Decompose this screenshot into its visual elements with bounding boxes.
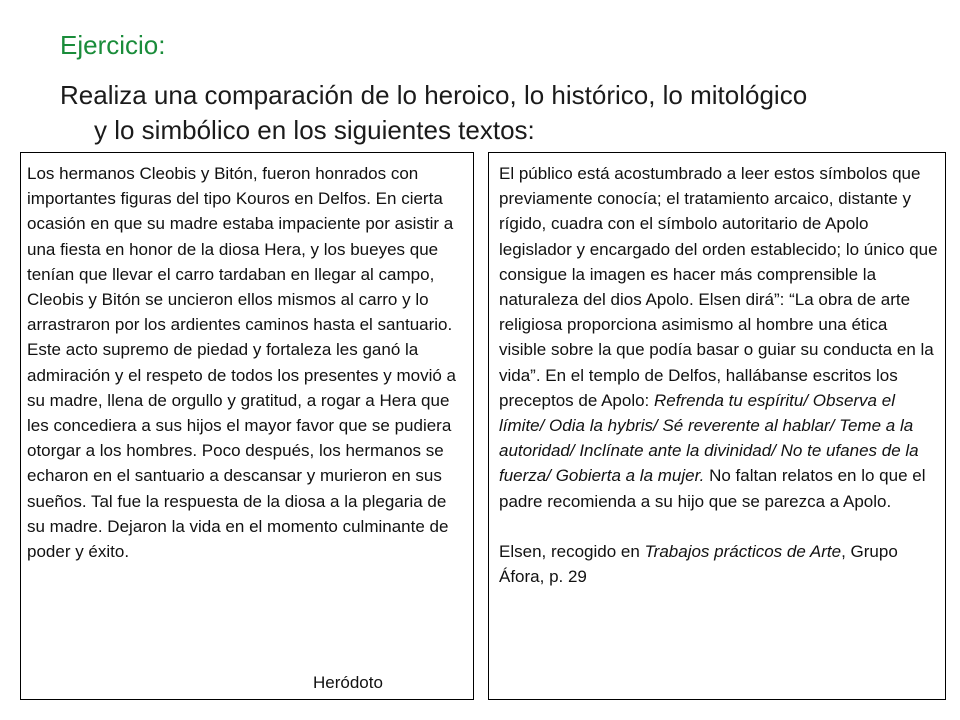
citation-prefix: Elsen, recogido en [499,541,645,561]
exercise-label: Ejercicio: [60,30,166,60]
herodotus-author: Heródoto [313,673,383,692]
instruction-line-2: y lo simbólico en los siguientes textos: [94,115,535,145]
elsen-text-start: El público está acostumbrado a leer estos símbolos que previamente conocía; el tratamiento arcaico, distante y rígido, cuadra con el símbolo autoritario de Apolo legislador y encargado del orden establecido; lo único que consigue la imagen es hacer más comprensible la naturaleza del dios Apolo. Elsen dirá”: “La obra de arte religiosa proporciona asimismo al hombre una ética visible sobre la que podía basar o guiar su conducta en la vida”. En el templo de Delfos, hallábanse escritos los preceptos de Apolo: [499,164,938,410]
apollo-precepts: Refrenda tu espíritu/ Observa el límite/ Odia la hybris/ Sé reverente al hablar/ Teme a la autoridad/ Inclínate ante la divinidad/ No te ufanes de la fuerza/ Gobierta a la mujer. [499,390,919,486]
paragraph-spacer [499,514,939,539]
instruction-line-1: Realiza una comparación de lo heroico, lo histórico, lo mitológico [60,80,808,110]
elsen-text-box [488,152,946,700]
elsen-citation [499,539,939,589]
citation-suffix: , Grupo Áfora, p. 29 [499,541,898,587]
herodotus-text-box [20,152,474,700]
citation-title: Trabajos prácticos de Arte [644,541,842,561]
elsen-text [499,161,939,514]
exercise-instruction [60,78,920,148]
elsen-text-end: No faltan relatos en lo que el padre recomienda a su hijo que se parezca a Apolo. [499,466,926,511]
herodotus-text: Los hermanos Cleobis y Bitón, fueron honrados con importantes figuras del tipo Kouros en Delfos. En cierta ocasión en que su madre estaba impaciente por asistir a una fiesta en honor de la diosa Hera, y los bueyes que tenían que llevar el carro tardaban en llegar al campo, Cleobis y Bitón se uncieron ellos mismos al carro y lo arrastraron por los ardientes caminos hasta el santuario. Este acto supremo de piedad y fortaleza les ganó la admiración y el respeto de todos los presentes y movió a su madre, llena de orgullo y gratitud, a rogar a Hera que les concediera a sus hijos el mayor favor que se pudiera otorgar a los hombres. Poco después, los hermanos se echaron en el santuario a descansar y murieron en sus sueños. Tal fue la respuesta de la diosa a la plegaria de su madre. Dejaron la vida en el momento culminante de poder y éxito. [27,164,457,562]
